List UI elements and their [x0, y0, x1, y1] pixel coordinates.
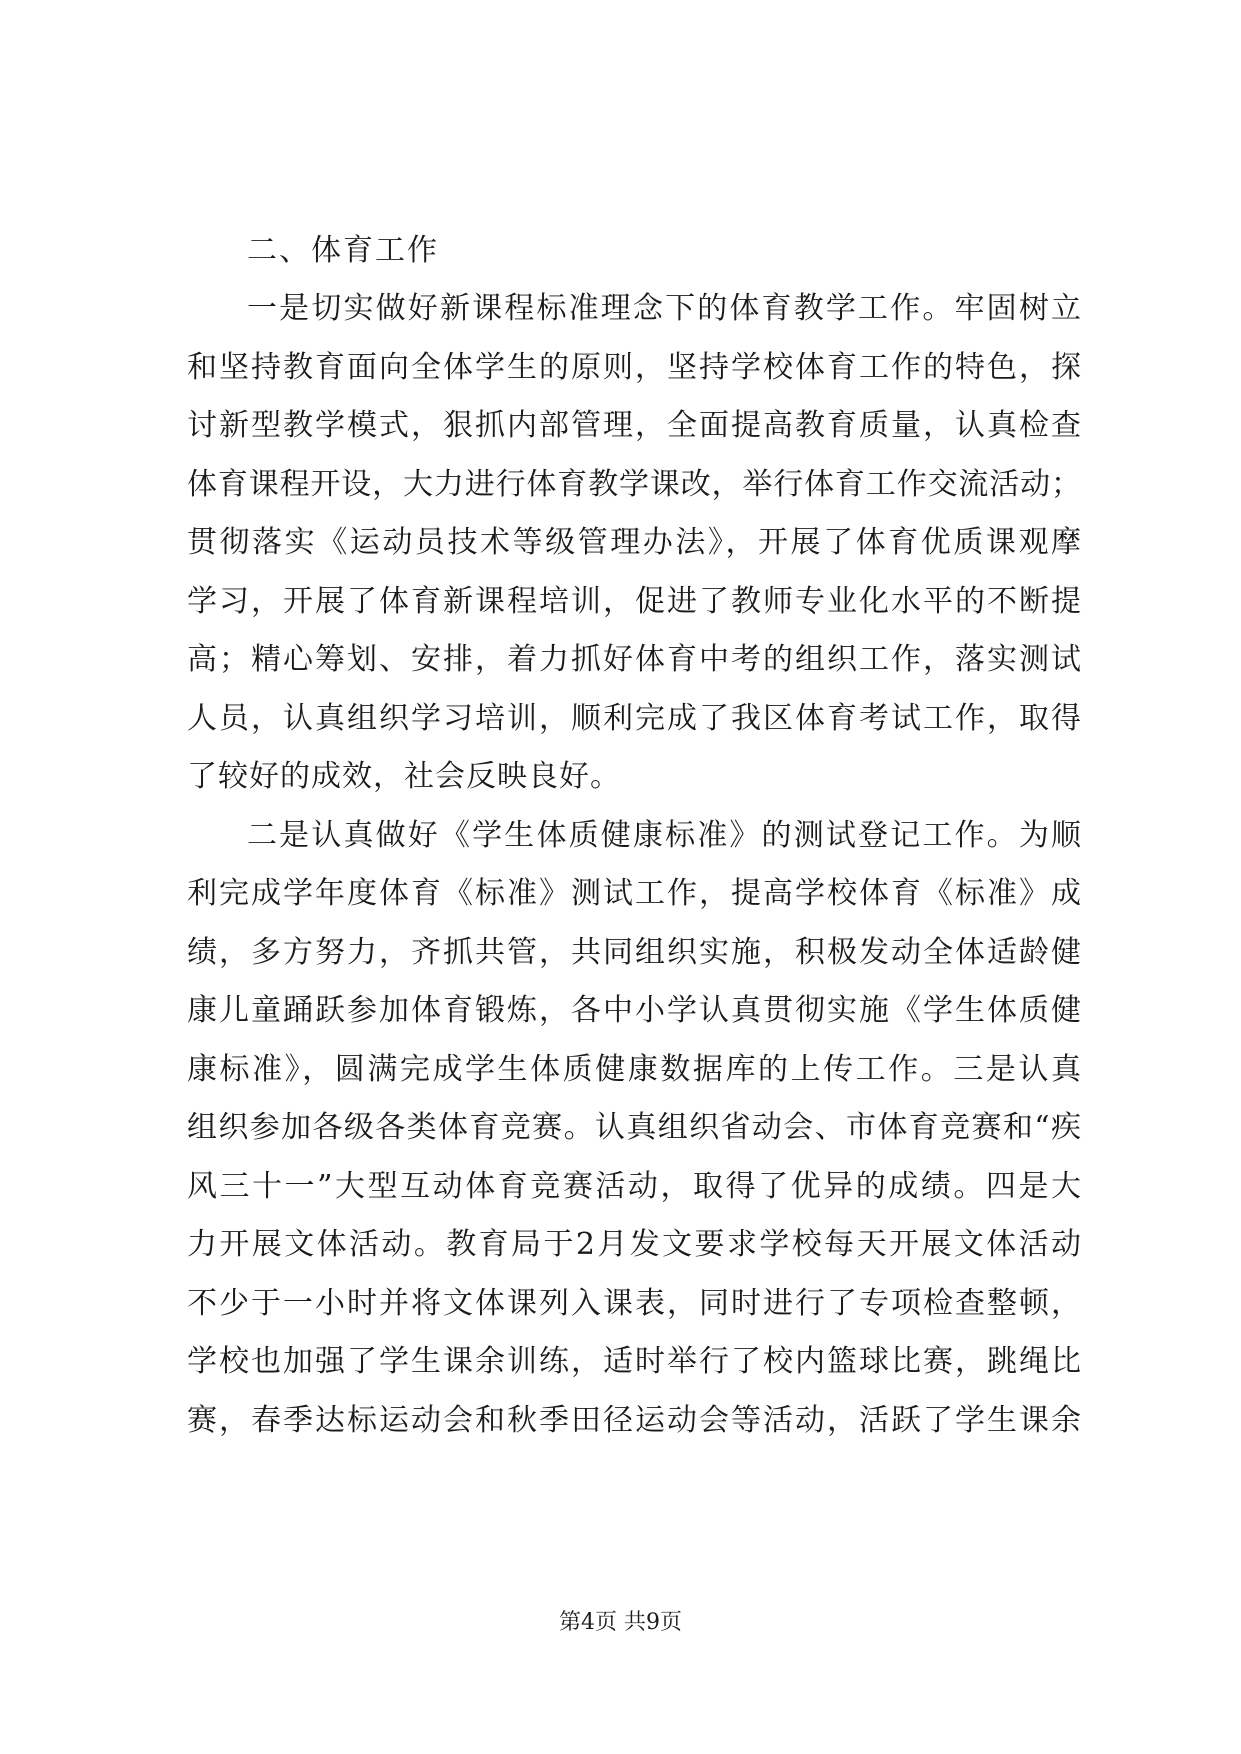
paragraph-2-line: 力开展文体活动。教育局于2月发文要求学校每天开展文体活动	[187, 1227, 1081, 1262]
paragraph-1-line: 高；精心筹划、安排，着力抓好体育中考的组织工作，落实测试	[187, 642, 1081, 677]
paragraph-2-line: 康儿童踊跃参加体育锻炼，各中小学认真贯彻实施《学生体质健	[187, 993, 1081, 1028]
paragraph-1-line: 和坚持教育面向全体学生的原则，坚持学校体育工作的特色，探	[187, 349, 1081, 385]
paragraph-2-line: 风三十一”大型互动体育竞赛活动，取得了优异的成绩。四是大	[187, 1168, 1081, 1204]
paragraph-2-line: 学校也加强了学生课余训练，适时举行了校内篮球比赛，跳绳比	[187, 1344, 1081, 1379]
paragraph-2-line: 组织参加各级各类体育竞赛。认真组织省动会、市体育竞赛和“疾	[187, 1110, 1081, 1145]
paragraph-1-line: 贯彻落实《运动员技术等级管理办法》，开展了体育优质课观摩	[187, 525, 1081, 560]
paragraph-1-line: 了较好的成效，社会反映良好。	[187, 759, 621, 794]
paragraph-1-line: 讨新型教学模式，狠抓内部管理，全面提高教育质量，认真检查	[187, 408, 1081, 443]
paragraph-2-line: 不少于一小时并将文体课列入课表，同时进行了专项检查整顿，	[187, 1285, 1081, 1321]
paragraph-1-line: 体育课程开设，大力进行体育教学课改，举行体育工作交流活动；	[187, 466, 1081, 502]
paragraph-1-line: 一是切实做好新课程标准理念下的体育教学工作。牢固树立	[247, 291, 1081, 326]
paragraph-2	[187, 807, 1081, 1451]
paragraph-2-line: 利完成学年度体育《标准》测试工作，提高学校体育《标准》成	[187, 876, 1081, 911]
paragraph-2-line: 二是认真做好《学生体质健康标准》的测试登记工作。为顺	[247, 817, 1081, 853]
paragraph-1	[187, 280, 1081, 807]
paragraph-2-line: 赛，春季达标运动会和秋季田径运动会等活动，活跃了学生课余	[187, 1402, 1081, 1438]
document-body	[187, 222, 1081, 1450]
paragraph-1-line: 学习，开展了体育新课程培训，促进了教师专业化水平的不断提	[187, 583, 1081, 619]
paragraph-1-line: 人员，认真组织学习培训，顺利完成了我区体育考试工作，取得	[187, 700, 1081, 736]
page-number-footer: 第4页 共9页	[559, 1610, 682, 1635]
paragraph-2-line: 康标准》，圆满完成学生体质健康数据库的上传工作。三是认真	[187, 1051, 1081, 1087]
paragraph-2-line: 绩，多方努力，齐抓共管，共同组织实施，积极发动全体适龄健	[187, 934, 1081, 970]
section-heading: 二、体育工作	[247, 233, 439, 268]
